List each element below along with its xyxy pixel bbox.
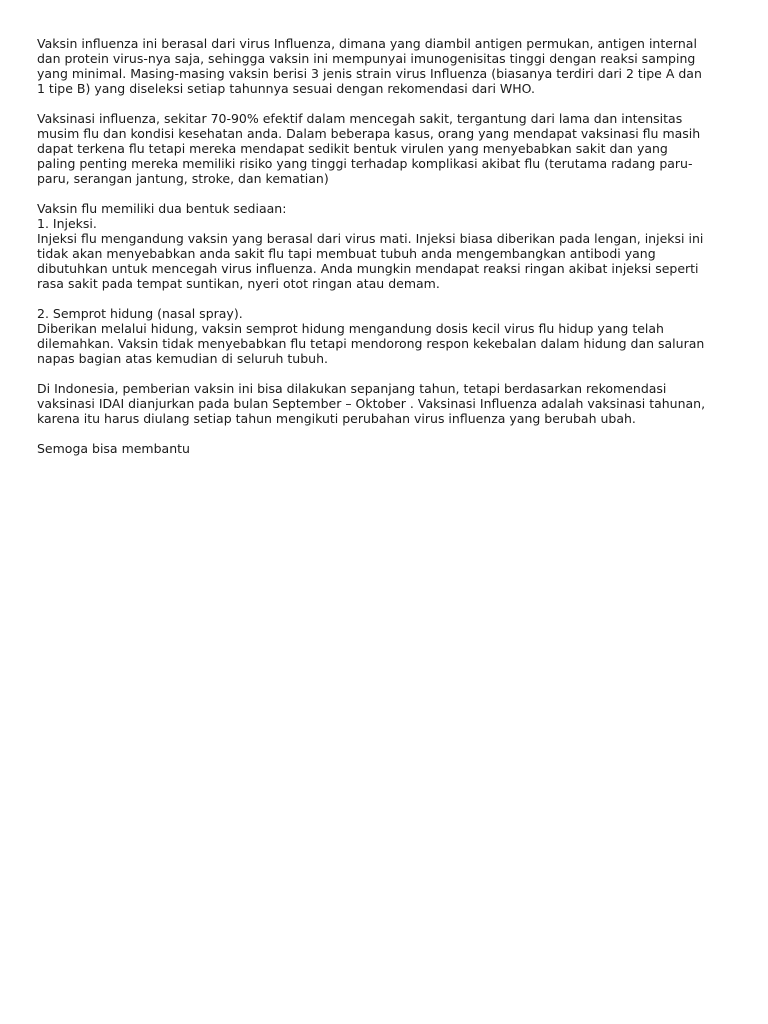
paragraph-vaccine-origin xyxy=(37,36,737,96)
document-page xyxy=(37,36,737,471)
text-line: tidak akan menyebabkan anda sakit flu tapi membuat tubuh anda mengembangkan antibodi yang xyxy=(37,246,656,261)
paragraph-injection xyxy=(37,201,737,291)
text-line: vaksinasi IDAI dianjurkan pada bulan September – Oktober . Vaksinasi Influenza adalah vaksinasi tahunan, xyxy=(37,396,706,411)
text-line: musim flu dan kondisi kesehatan anda. Dalam beberapa kasus, orang yang mendapat vaksinasi flu masih xyxy=(37,126,701,141)
paragraph-nasal-spray xyxy=(37,306,737,366)
text-line: dilemahkan. Vaksin tidak menyebabkan flu tetapi mendorong respon kekebalan dalam hidung dan saluran xyxy=(37,336,705,351)
text-line: Vaksin flu memiliki dua bentuk sediaan: xyxy=(37,201,287,216)
text-line: Diberikan melalui hidung, vaksin semprot hidung mengandung dosis kecil virus flu hidup yang telah xyxy=(37,321,664,336)
list-item-heading: 2. Semprot hidung (nasal spray). xyxy=(37,306,243,321)
paragraph-closing xyxy=(37,441,737,456)
paragraph-effectiveness xyxy=(37,111,737,186)
text-line: paru, serangan jantung, stroke, dan kematian) xyxy=(37,171,329,186)
text-line: Di Indonesia, pemberian vaksin ini bisa dilakukan sepanjang tahun, tetapi berdasarkan rekomendasi xyxy=(37,381,667,396)
text-line: napas bagian atas kemudian di seluruh tubuh. xyxy=(37,351,328,366)
text-line: Injeksi flu mengandung vaksin yang berasal dari virus mati. Injeksi biasa diberikan pada lengan, injeksi ini xyxy=(37,231,704,246)
text-line: rasa sakit pada tempat suntikan, nyeri otot ringan atau demam. xyxy=(37,276,440,291)
text-line: yang minimal. Masing-masing vaksin berisi 3 jenis strain virus Influenza (biasanya terdiri dari 2 tipe A dan xyxy=(37,66,702,81)
text-line: Vaksinasi influenza, sekitar 70-90% efektif dalam mencegah sakit, tergantung dari lama dan intensitas xyxy=(37,111,683,126)
text-line: 1 tipe B) yang diseleksi setiap tahunnya sesuai dengan rekomendasi dari WHO. xyxy=(37,81,535,96)
text-line: dapat terkena flu tetapi mereka mendapat sedikit bentuk virulen yang menyebabkan sakit dan yang xyxy=(37,141,668,156)
text-line: Semoga bisa membantu xyxy=(37,441,190,456)
text-line: paling penting mereka memiliki risiko yang tinggi terhadap komplikasi akibat flu (terutama radang paru- xyxy=(37,156,693,171)
text-line: dibutuhkan untuk mencegah virus influenza. Anda mungkin mendapat reaksi ringan akibat injeksi seperti xyxy=(37,261,699,276)
text-line: Vaksin influenza ini berasal dari virus Influenza, dimana yang diambil antigen permukan, antigen internal xyxy=(37,36,697,51)
text-line: dan protein virus-nya saja, sehingga vaksin ini mempunyai imunogenisitas tinggi dengan reaksi samping xyxy=(37,51,696,66)
paragraph-indonesia xyxy=(37,381,737,426)
text-line: karena itu harus diulang setiap tahun mengikuti perubahan virus influenza yang berubah ubah. xyxy=(37,411,636,426)
list-item-heading: 1. Injeksi. xyxy=(37,216,97,231)
